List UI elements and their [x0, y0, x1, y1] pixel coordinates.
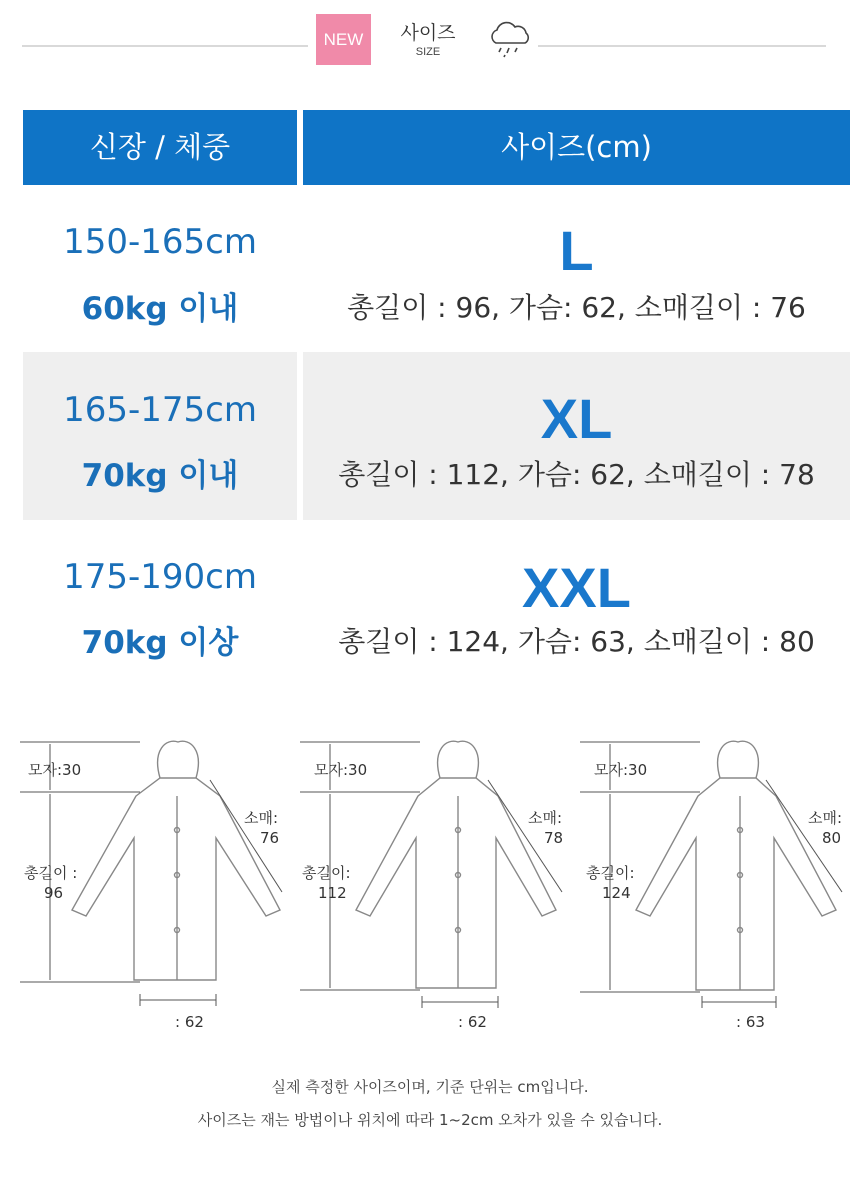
section-title: 사이즈 — [400, 22, 456, 44]
row-xxl-size: XXL — [522, 556, 631, 619]
row-xl-height: 165-175cm — [63, 390, 257, 430]
cloud-rain-icon — [484, 19, 536, 59]
row-l-size: L — [559, 219, 594, 282]
length-value: 112 — [318, 884, 347, 902]
new-badge: NEW — [316, 14, 371, 65]
length-value: 96 — [44, 884, 64, 902]
sleeve-label: 소매: — [244, 809, 279, 827]
row-l-weight: 60kg 이내 — [81, 291, 239, 327]
chest-value: : 62 — [175, 1013, 204, 1031]
length-value: 124 — [602, 884, 631, 902]
row-xxl-measure: 총길이 : 124, 가슴: 63, 소매길이 : 80 — [338, 625, 815, 658]
length-label: 총길이 : — [24, 864, 78, 882]
raincoat-diagram-xl — [300, 730, 580, 1050]
header-divider-right — [538, 45, 826, 47]
sleeve-label: 소매: — [808, 809, 843, 827]
row-xl-measure: 총길이 : 112, 가슴: 62, 소매길이 : 78 — [338, 458, 815, 491]
hood-label: 모자:30 — [28, 761, 82, 779]
sleeve-value: 76 — [260, 829, 280, 847]
table-header-size: 사이즈(cm) — [303, 110, 850, 185]
header-divider-left — [22, 45, 308, 47]
length-label: 총길이: — [302, 864, 351, 882]
section-subtitle: SIZE — [415, 46, 441, 58]
row-xl-size: XL — [540, 387, 613, 450]
row-l-measure: 총길이 : 96, 가슴: 62, 소매길이 : 76 — [347, 291, 806, 324]
length-label: 총길이: — [586, 864, 635, 882]
row-l-height: 150-165cm — [63, 222, 257, 262]
hood-label: 모자:30 — [594, 761, 648, 779]
sleeve-value: 78 — [544, 829, 564, 847]
sleeve-label: 소매: — [528, 809, 563, 827]
raincoat-diagram-xxl — [580, 730, 860, 1050]
note-tolerance: 사이즈는 재는 방법이나 위치에 따라 1~2cm 오차가 있을 수 있습니다. — [197, 1111, 663, 1129]
table-header-height-weight: 신장 / 체중 — [23, 110, 297, 185]
row-xl-weight: 70kg 이내 — [81, 458, 239, 494]
hood-label: 모자:30 — [314, 761, 368, 779]
note-measurement: 실제 측정한 사이즈이며, 기준 단위는 cm입니다. — [271, 1078, 589, 1096]
chest-value: : 62 — [458, 1013, 487, 1031]
raincoat-diagram-l — [20, 730, 300, 1050]
row-xxl-weight: 70kg 이상 — [81, 625, 239, 661]
sleeve-value: 80 — [822, 829, 842, 847]
chest-value: : 63 — [736, 1013, 765, 1031]
row-xxl-height: 175-190cm — [63, 557, 257, 597]
